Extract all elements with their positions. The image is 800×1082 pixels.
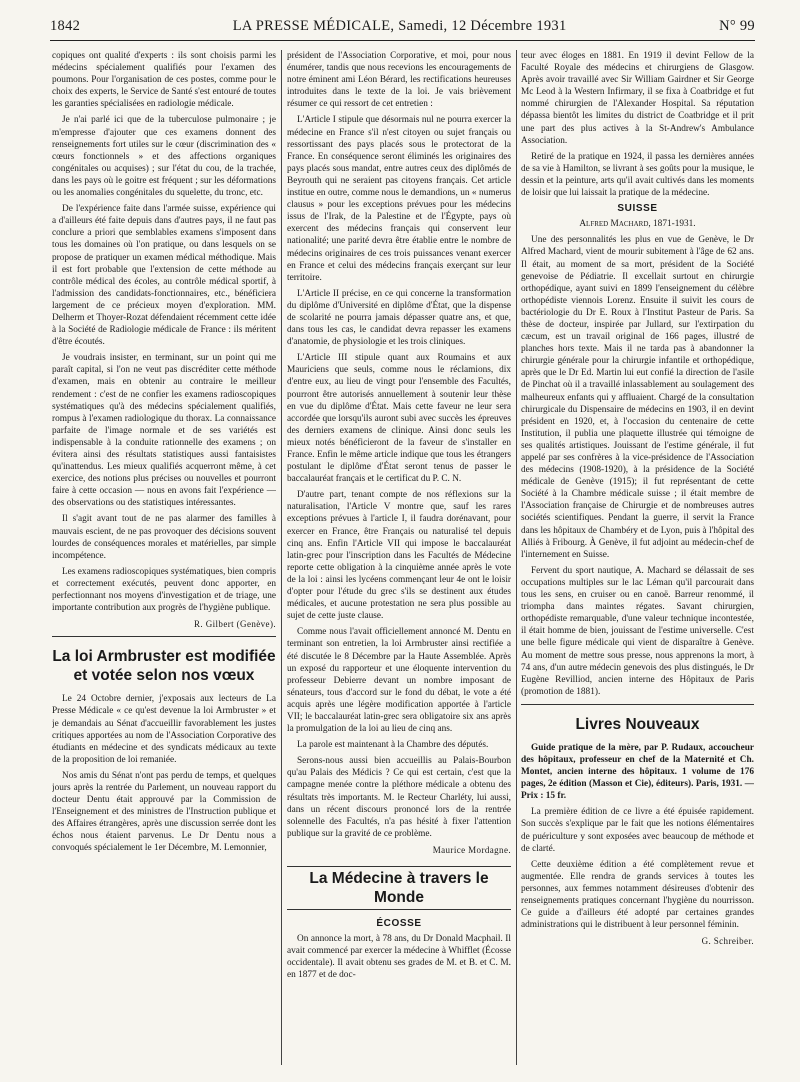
paragraph: La parole est maintenant à la Chambre des députés.	[297, 740, 489, 751]
obituary-name: Alfred Machard, 1871-1931.	[579, 219, 696, 230]
paragraph: De l'expérience faite dans l'armée suisse, expérience qui a d'ailleurs été faite depuis dans d'autres pays, il ne faut pas conclure a priori que semblables examens s'imposent dans tous les domaines où l'on pratique, ou dans lesquels on se propose de pratiquer un examen médical méthodique. Mais il est fort probable que l'extension de cette méthode au contrôle médical des écoles, au contrôle médical sportif, à l'admission des candidats-fonctionnaires, etc., bénéficiera largement de ce précieux moyen d'exploration. MM. Delherm et Thoyer-Rozat défendaient récemment cette idée à la Société de Radiologie médicale de France : ils méritent d'être écoutés.	[52, 204, 276, 348]
author-signature: G. Schreiber.	[701, 936, 754, 947]
paragraph: Fervent du sport nautique, A. Machard se délassait de ses occupations multiples sur le lac Léman qu'il parcourait dans tous les sens, en cruiser ou en canoë. Barreur renommé, il triompha dans maintes régates. Savant chirurgien, orthopédiste remarquable, d'une valeur technique incontestée, il était homme de bien, jouissant de l'estime universelle. C'est une belle figure médicale qui vient de disparaître à Genève. Au moment de mettre sous presse, nous apprenons la mort, à 74 ans, d'un autre médecin genevois des plus distingués, le Dr Eugène Revilliod, ancien interne des Hôpitaux de Paris (promotion de 1881).	[521, 565, 754, 697]
paragraph: D'autre part, tenant compte de nos réflexions sur la naturalisation, l'Article V montre que, sauf les rares exceptions prévues à l'article I, il faudra dorénavant, pour exercer en France, être Français ou naturalisé tel depuis cinq ans. Enfin l'Article VII qui impose le baccalauréat latin-grec pour l'inscription dans les Facultés de Médecine reporte cette obligation à la cinquième année après le vote de la loi : ainsi les lycéens commençant leur 4e ont le loisir d'opter pour l'étude du grec s'ils se destinent aux études médicales, et aucune protestation ne sera plus possible au sujet de cette juste clause.	[287, 490, 511, 622]
paragraph: Une des personnalités les plus en vue de Genève, le Dr Alfred Machard, vient de mourir subitement à l'âge de 62 ans. Il était, au moment de sa mort, président de la Société genevoise de Pédiatrie. Il excellait surtout en chirurgie orthopédique, ayant suivi en 1899 l'enseignement du célèbre orthopédiste viennois Lorenz. Ensuite il suivit les cours de bactériologie du Dr E. Roux à l'Institut Pasteur de Paris. Sa thèse de docteur, inspirée par Jullard, sur l'extirpation du cæcum, est un travail original de 166 pages, illustré de planches hors texte. Mais il ne tarda pas à abandonner la chirurgie générale pour la chirurgie infantile et orthopédique, après que le Dr Ed. Martin lui eut confié la direction de l'asile de Pinchat où il a travaillé inlassablement au soulagement des malheureux enfants qui y affluaient. Chargé de la consultation chirurgicale du Dispensaire de médecins en 1903, il en devint président en 1920, et, à l'occasion du centenaire de cette Institution, il publia une plaquette illustrée qui témoigne de ses qualités artistiques. Jouissant de l'estime générale, il fut appelé par ses confrères à la vice-présidence de l'Association des médecins (1908-1920), à la présidence de la Société médicale de Genève (1915); il fut représentant de cette Société à la Chambre médicale suisse ; il était membre de l'Association française de Chirurgie et de nombreuses autres sociétés scientifiques. Pendant la guerre, il servit la France dans les hôpitaux de Chambéry et de Lyon, puis à l'hôpital des Alliés à Fribourg. À Genève, il fut adjoint au médecin-chef de l'internement en Suisse.	[521, 235, 754, 560]
page-number: 1842	[50, 18, 81, 34]
paragraph: Le 24 Octobre dernier, j'exposais aux lecteurs de La Presse Médicale « ce qu'est devenue la loi Armbruster » et je demandais au Sénat d'accueillir favorablement les justes critiques apportées au nom de l'Association Corporative des étudiants en médecine et des syndicats médicaux au texte de la proposition de loi remaniée.	[52, 694, 276, 765]
paragraph: président de l'Association Corporative, et moi, pour nous énumérer, tandis que nous recevions les encouragements de notre éminent ami Léon Bérard, les rectifications heureuses introduites dans le texte de la loi. Je vais brièvement résumer ce qui ressort de cet entretien :	[287, 51, 511, 110]
paragraph: La première édition de ce livre a été épuisée rapidement. Son succès s'explique par le fait que les notions élémentaires de puériculture y sont exposées avec beaucoup de méthode et de clarté.	[521, 807, 754, 854]
article-title: La loi Armbruster est modifiée et votée selon nos vœux	[52, 648, 276, 685]
paragraph: Comme nous l'avait officiellement annoncé M. Dentu en terminant son entretien, la loi Armbruster ainsi rectifiée a été discutée le 8 Décembre par la Haute Assemblée. Après un exposé du rapporteur et une éloquente intervention du professeur Debierre devant un nombre imposant de sénateurs, tous d'accord sur le fond du débat, le vote a été acquis après une légère modification apportée à l'article VII; le baccalauréat latin-grec sera obligatoire six ans après la promulgation de la loi au lieu de cinq ans.	[287, 627, 511, 735]
paragraph: Retiré de la pratique en 1924, il passa les dernières années de sa vie à Hamilton, se livrant à ses goûts pour la musique, le dessin et la peinture, arts qu'il avait cultivés dans les moments de loisir que lui laissait la pratique de la médecine.	[521, 151, 754, 199]
paragraph: On annonce la mort, à 78 ans, du Dr Donald Macphail. Il avait commencé par exercer la médecine à Whifflet (Écosse occidentale). Il avait obtenu ses grades de M. et B. et C. M. en 1877 et de doc-	[287, 934, 511, 981]
country-heading: SUISSE	[617, 203, 658, 215]
author-signature: Maurice Mordagne.	[432, 844, 511, 855]
page-header	[50, 18, 755, 40]
paragraph: teur avec éloges en 1881. En 1919 il devint Fellow de la Faculté Royale des médecins et chirurgiens de Glasgow. Après avoir travaillé avec Sir William Gairdner et Sir George Mc Leod à la Western Infirmary, il se fixa à Coatbridge et fut nommé chirurgien de l'Alexander Hospital. Sa réputation dépassa bientôt les limites du district de Coatbridge et il prit une part des plus actives à la St-Andrew's Ambulance Association.	[521, 51, 754, 146]
paragraph: Serons-nous aussi bien accueillis au Palais-Bourbon qu'au Palais des Médicis ? Ce qui est certain, c'est que la campagne menée contre la pléthore médicale a obtenu des résultats très importants. M. le Recteur Charléty, lui aussi, dans un récent discours prononcé lors de la rentrée solennelle des Facultés, n'a pas hésité à fixer l'attention publique sur la gravité de ce problème.	[287, 756, 511, 839]
header-rule	[50, 40, 755, 41]
paragraph: Les examens radioscopiques systématiques, bien compris et correctement exécutés, peuvent donc apporter, en perfectionnant nos moyens d'investigation et de triage, une importante contribution aux progrès de l'hygiène publique.	[52, 566, 276, 614]
section-title: Livres Nouveaux	[575, 715, 700, 733]
column-1	[52, 50, 276, 1070]
section-separator	[52, 636, 276, 637]
column-2	[287, 50, 511, 1070]
column-divider	[516, 50, 517, 1065]
paragraph: L'Article I stipule que désormais nul ne pourra exercer la médecine en France s'il n'est citoyen ou sujet français ou ressortissant des pays placés sous le protectorat de la France. En conséquence seront éliminés les originaires des pays placés sous mandat, entre autres ceux des diplômés de Beyrouth qui ne seraient pas citoyens français. Cet article institue en outre, comme nous le demandions, un « numerus clausus » pour les exceptions prévues pour les médecins issus de l'Irak, de la Palestine et de l'Égypte, pays où exercent des médecins français qui conservent leur nationalité; une parité devra être établie entre le nombre de médecins originaires de ces trois puissances venant exercer en France et celui des médecins français exerçant sur leur territoire.	[287, 115, 511, 283]
issue-number: N° 99	[719, 18, 755, 34]
section-separator	[521, 704, 754, 705]
paragraph: Cette deuxième édition a été complètement revue et augmentée. Elle rendra de grands services à toutes les personnes, aux femmes notamment désireuses d'obtenir des renseignements pratiques concernant l'hygiène du nourrisson. Ce guide a d'ailleurs été adopté par certaines grandes administrations qui le distribuent à leur personnel féminin.	[521, 859, 754, 931]
journal-title: LA PRESSE MÉDICALE, Samedi, 12 Décembre 1931	[232, 18, 567, 34]
paragraph: Il s'agit avant tout de ne pas alarmer des familles à mauvais escient, de ne pas provoquer des décisions souvent lourdes de conséquences morales et matérielles, par simple incompétence.	[52, 514, 276, 561]
paragraph: Je n'ai parlé ici que de la tuberculose pulmonaire ; je m'empresse d'ajouter que ces examens donnent des renseignements fort utiles sur le cœur (discrimination des « cœurs fonctionnels » et des affections organiques congénitales ou acquises) ; sur l'état du cou, de la trachée, dans les pays où le goitre est fréquent ; sur les déformations ou les anomalies congénitales du squelette, du tronc, etc.	[52, 115, 276, 199]
paragraph: L'Article II précise, en ce qui concerne la transformation du diplôme d'Université en diplôme d'État, que la dispense de scolarité ne pourra jamais dépasser quatre ans, et que, dans tous les cas, le candidat devra repasser les examens d'anatomie, de physiologie et les trois cliniques.	[287, 288, 511, 348]
book-entry: Guide pratique de la mère, par P. Rudaux, accoucheur des hôpitaux, professeur en chef de la Maternité et Ch. Montet, ancien interne des hôpitaux. 1 volume de 176 pages, 2e édition (Masson et Cie), éditeurs). Paris, 1931. — Prix : 15 fr.	[521, 742, 754, 802]
author-signature: R. Gilbert (Genève).	[194, 619, 276, 630]
paragraph: copiques ont qualité d'experts : ils sont choisis parmi les médecins spécialement qualifiés pour l'examen des poumons. Pour l'organisation de ces postes, comme pour le choix des experts, le Service de Santé s'est entouré de toutes les garanties spécialisées en radiologie médicale.	[52, 51, 276, 110]
section-title: La Médecine à travers le Monde	[287, 866, 511, 910]
column-divider	[281, 50, 282, 1065]
paragraph: Je voudrais insister, en terminant, sur un point qui me paraît capital, si l'on ne veut pas discréditer cette méthode d'examen, mais en obtenir au contraire le meilleur rendement : c'est de ne confier les examens radioscopiques systématiques qu'à des médecins spécialement qualifiés, rompus à l'examen radiologique du thorax. La connaissance parfaite de l'image normale et de ses variétés est indispensable à la conduite rationnelle des examens ; on évitera ainsi des résultats statistiques aussi fantaisistes qu'inattendus. Les mieux qualifiés acquerront même, à cet exercice, des notions plus précises ou nouvelles et pourront faire à cette occasion — nous en avons fait l'expérience — des observations ou des statistiques intéressantes.	[52, 353, 276, 509]
country-heading: ÉCOSSE	[376, 918, 422, 929]
paragraph: Nos amis du Sénat n'ont pas perdu de temps, et quelques jours après la rentrée du Parlement, un nouveau rapport du docteur Dentu était approuvé par la Commission de l'Enseignement et des ministres de l'Instruction publique et des Affaires étrangères, après une discussion serrée dont les échos nous étaient parvenus. Le Dr Dentu nous a convoqués spécialement le 1er Décembre, M. Lemonnier,	[52, 770, 276, 854]
column-3	[521, 50, 754, 1070]
paragraph: L'Article III stipule quant aux Roumains et aux Mauriciens que seuls, comme nous le réclamions, dix d'entre eux, au lieu de vingt pour l'ensemble des Facultés, pourront être autorisés annuellement à soutenir leur thèse en vue du diplôme d'État. Mais cette faveur ne leur sera accordée que lorsqu'ils auront subi avec succès les épreuves des derniers examens de clinique. Ainsi donc seuls les mieux notés bénéficieront de la faveur de s'installer en France. Enfin le même article indique que tous les étrangers postulant le diplôme d'État seront tenus de passer le baccalauréat français et le certificat du P. C. N.	[287, 353, 511, 485]
